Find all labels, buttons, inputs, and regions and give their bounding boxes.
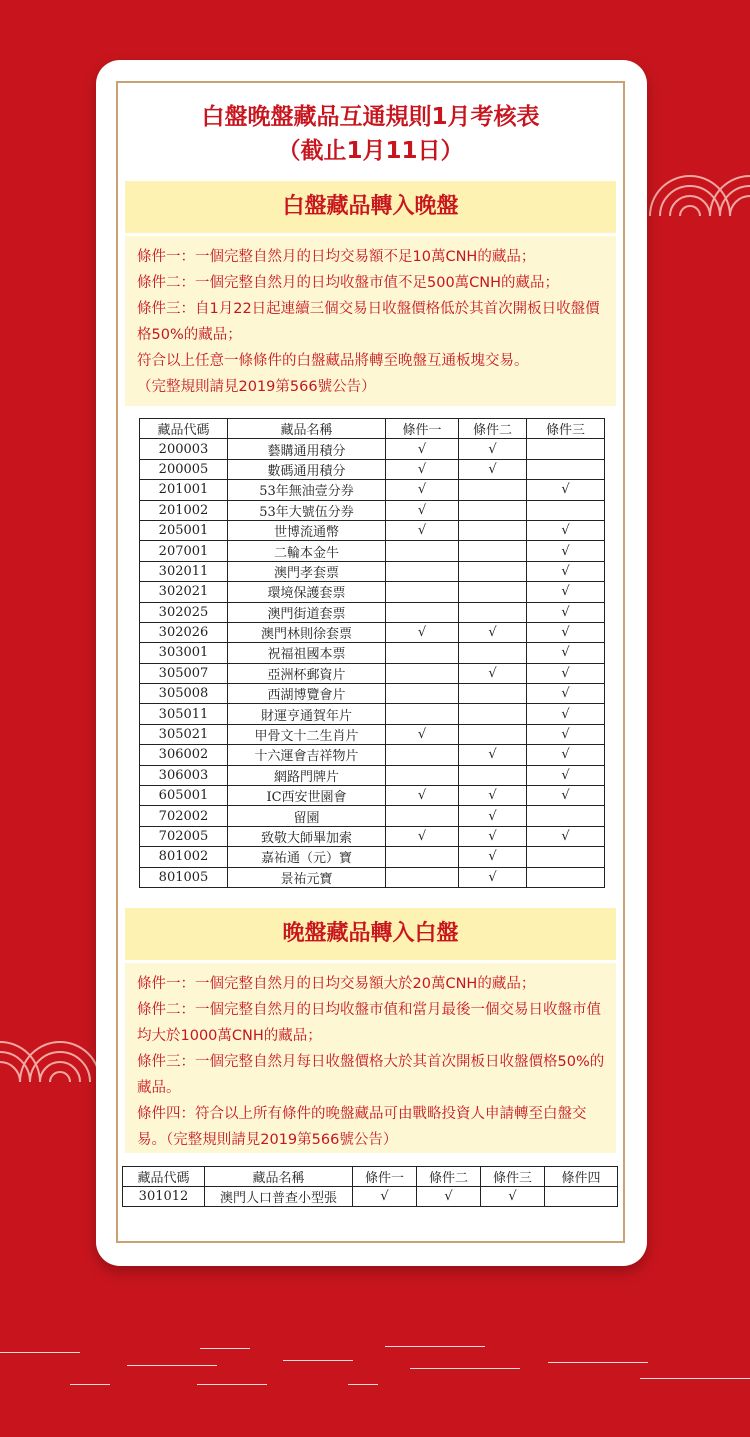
section1-table-wrap [139,418,605,888]
condition-check-cell: √ [386,622,459,642]
condition-text: 條件一：一個完整自然月的日均交易額不足10萬CNH的藏品； [137,249,536,265]
condition-check-cell: √ [386,520,459,540]
condition-check-cell [459,480,527,500]
condition-check-cell: √ [417,1187,481,1207]
condition-check-cell [459,724,527,744]
condition-check-cell: √ [527,826,605,846]
item-name-cell: 留園 [228,806,386,826]
item-code-cell: 301012 [123,1187,205,1207]
section2-table [122,1166,618,1207]
condition-check-cell [386,867,459,887]
item-code-cell: 201002 [140,500,228,520]
condition-check-cell [459,765,527,785]
table-row [140,561,605,581]
item-code-cell: 306002 [140,745,228,765]
condition-check-cell: √ [527,684,605,704]
condition-check-cell: √ [459,439,527,459]
condition-text: 符合以上任意一條條件的白盤藏品將轉至晚盤互通板塊交易。 [137,353,529,369]
table-row [140,643,605,663]
item-code-cell: 207001 [140,541,228,561]
column-header: 條件二 [417,1167,481,1187]
item-name-cell: IC西安世園會 [228,786,386,806]
item-name-cell: 西湖博覽會片 [228,684,386,704]
table-row [140,684,605,704]
column-header: 藏品名稱 [228,419,386,439]
table-row [140,622,605,642]
item-code-cell: 302011 [140,561,228,581]
condition-check-cell [527,459,605,479]
item-code-cell: 302025 [140,602,228,622]
condition-check-cell [459,602,527,622]
item-code-cell: 302021 [140,582,228,602]
condition-check-cell: √ [386,724,459,744]
condition-check-cell: √ [386,480,459,500]
item-code-cell: 801005 [140,867,228,887]
table-row [123,1187,618,1207]
item-name-cell: 祝福祖國本票 [228,643,386,663]
condition-check-cell: √ [386,439,459,459]
item-code-cell: 200005 [140,459,228,479]
condition-check-cell [386,541,459,561]
condition-check-cell [459,561,527,581]
condition-check-cell [386,765,459,785]
table-row [140,847,605,867]
condition-note: （完整規則請見2019第566號公告） [137,379,376,395]
item-name-cell: 二輪本金牛 [228,541,386,561]
condition-check-cell [459,582,527,602]
column-header: 藏品代碼 [140,419,228,439]
item-name-cell: 53年無油壹分券 [228,480,386,500]
condition-check-cell [386,745,459,765]
condition-check-cell: √ [527,561,605,581]
condition-check-cell: √ [459,745,527,765]
condition-text: 條件三：自1月22日起連續三個交易日收盤價格低於其首次開板日收盤價格50%的藏品； [137,301,600,343]
page-subtitle: （截止1月11日） [277,138,464,164]
item-code-cell: 305011 [140,704,228,724]
condition-check-cell: √ [481,1187,545,1207]
wave-pattern-right [640,166,750,216]
condition-text: 條件三：一個完整自然月每日收盤價格大於其首次開板日收盤價格50%的藏品。 [137,1054,605,1096]
condition-check-cell [459,704,527,724]
condition-check-cell [459,643,527,663]
condition-text: 條件一：一個完整自然月的日均交易額大於20萬CNH的藏品； [137,976,536,992]
condition-text: 條件二：一個完整自然月的日均收盤市值和當月最後一個交易日收盤市值均大於1000萬CNH的藏品； [137,1002,601,1044]
column-header: 藏品代碼 [123,1167,205,1187]
table-row [140,663,605,683]
table-row [140,480,605,500]
item-code-cell: 200003 [140,439,228,459]
condition-check-cell: √ [527,704,605,724]
column-header: 條件一 [353,1167,417,1187]
column-header: 條件三 [527,419,605,439]
condition-check-cell [386,602,459,622]
condition-check-cell: √ [386,826,459,846]
condition-check-cell: √ [527,745,605,765]
condition-check-cell: √ [527,643,605,663]
table-row [140,602,605,622]
condition-check-cell [386,582,459,602]
condition-check-cell [527,867,605,887]
page-title: 白盤晚盤藏品互通規則1月考核表 [201,104,540,130]
condition-check-cell [386,806,459,826]
item-name-cell: 藝購通用積分 [228,439,386,459]
item-code-cell: 205001 [140,520,228,540]
condition-check-cell: √ [527,786,605,806]
item-name-cell: 澳門街道套票 [228,602,386,622]
item-name-cell: 數碼通用積分 [228,459,386,479]
item-name-cell: 世博流通幣 [228,520,386,540]
item-name-cell: 網路門牌片 [228,765,386,785]
condition-check-cell [527,847,605,867]
condition-check-cell: √ [386,459,459,479]
condition-check-cell [459,520,527,540]
item-code-cell: 201001 [140,480,228,500]
condition-check-cell [527,500,605,520]
condition-check-cell [527,439,605,459]
column-header: 條件三 [481,1167,545,1187]
table-row [140,704,605,724]
section1-heading: 白盤藏品轉入晚盤 [125,181,616,233]
table-row [140,500,605,520]
table-row [140,765,605,785]
condition-check-cell: √ [527,582,605,602]
condition-check-cell [386,704,459,724]
condition-check-cell: √ [527,663,605,683]
table-row [140,459,605,479]
condition-check-cell [459,500,527,520]
condition-check-cell [386,643,459,663]
condition-check-cell: √ [527,724,605,744]
item-code-cell: 302026 [140,622,228,642]
table-row [140,745,605,765]
condition-text: 條件四：符合以上所有條件的晚盤藏品可由戰略投資人申請轉至白盤交易。（完整規則請見2019第566號公告） [137,1106,587,1148]
section1-table [139,418,605,888]
item-name-cell: 亞洲杯郵資片 [228,663,386,683]
item-code-cell: 305021 [140,724,228,744]
column-header: 條件一 [386,419,459,439]
condition-check-cell: √ [527,541,605,561]
condition-check-cell: √ [459,663,527,683]
column-header: 條件四 [545,1167,618,1187]
item-name-cell: 53年大號伍分券 [228,500,386,520]
section2-conditions [125,963,616,1153]
condition-check-cell: √ [353,1187,417,1207]
item-code-cell: 305007 [140,663,228,683]
condition-check-cell: √ [459,459,527,479]
item-name-cell: 財運亨通賀年片 [228,704,386,724]
condition-check-cell [527,806,605,826]
condition-check-cell: √ [459,786,527,806]
condition-check-cell [459,541,527,561]
item-name-cell: 致敬大師畢加索 [228,826,386,846]
condition-check-cell [459,684,527,704]
item-code-cell: 702005 [140,826,228,846]
column-header: 條件二 [459,419,527,439]
table-row [140,724,605,744]
condition-check-cell [386,684,459,704]
item-code-cell: 801002 [140,847,228,867]
item-code-cell: 306003 [140,765,228,785]
condition-check-cell: √ [386,786,459,806]
condition-check-cell: √ [459,806,527,826]
item-name-cell: 澳門人口普查小型張 [205,1187,353,1207]
condition-check-cell: √ [459,622,527,642]
table-row [140,867,605,887]
table-row [140,826,605,846]
condition-check-cell [545,1187,618,1207]
item-code-cell: 303001 [140,643,228,663]
item-name-cell: 嘉祐通（元）寶 [228,847,386,867]
condition-check-cell: √ [527,622,605,642]
condition-check-cell [386,561,459,581]
item-name-cell: 環境保護套票 [228,582,386,602]
condition-check-cell: √ [527,602,605,622]
table-row [140,582,605,602]
condition-check-cell: √ [386,500,459,520]
item-name-cell: 澳門孝套票 [228,561,386,581]
item-code-cell: 305008 [140,684,228,704]
item-code-cell: 605001 [140,786,228,806]
condition-check-cell: √ [527,480,605,500]
condition-check-cell [386,663,459,683]
condition-check-cell: √ [527,765,605,785]
condition-check-cell [386,847,459,867]
table-row [140,786,605,806]
table-row [140,439,605,459]
condition-check-cell: √ [459,867,527,887]
item-code-cell: 702002 [140,806,228,826]
condition-text: 條件二：一個完整自然月的日均收盤市值不足500萬CNH的藏品； [137,275,560,291]
section2-heading: 晚盤藏品轉入白盤 [125,908,616,960]
column-header: 藏品名稱 [205,1167,353,1187]
section2-table-wrap [122,1166,618,1207]
condition-check-cell: √ [459,826,527,846]
item-name-cell: 十六運會吉祥物片 [228,745,386,765]
condition-check-cell: √ [527,520,605,540]
table-row [140,541,605,561]
section1-conditions [125,236,616,406]
item-name-cell: 景祐元寶 [228,867,386,887]
item-name-cell: 澳門林則徐套票 [228,622,386,642]
wave-pattern-left [0,1040,100,1082]
table-row [140,520,605,540]
item-name-cell: 甲骨文十二生肖片 [228,724,386,744]
table-row [140,806,605,826]
condition-check-cell: √ [459,847,527,867]
